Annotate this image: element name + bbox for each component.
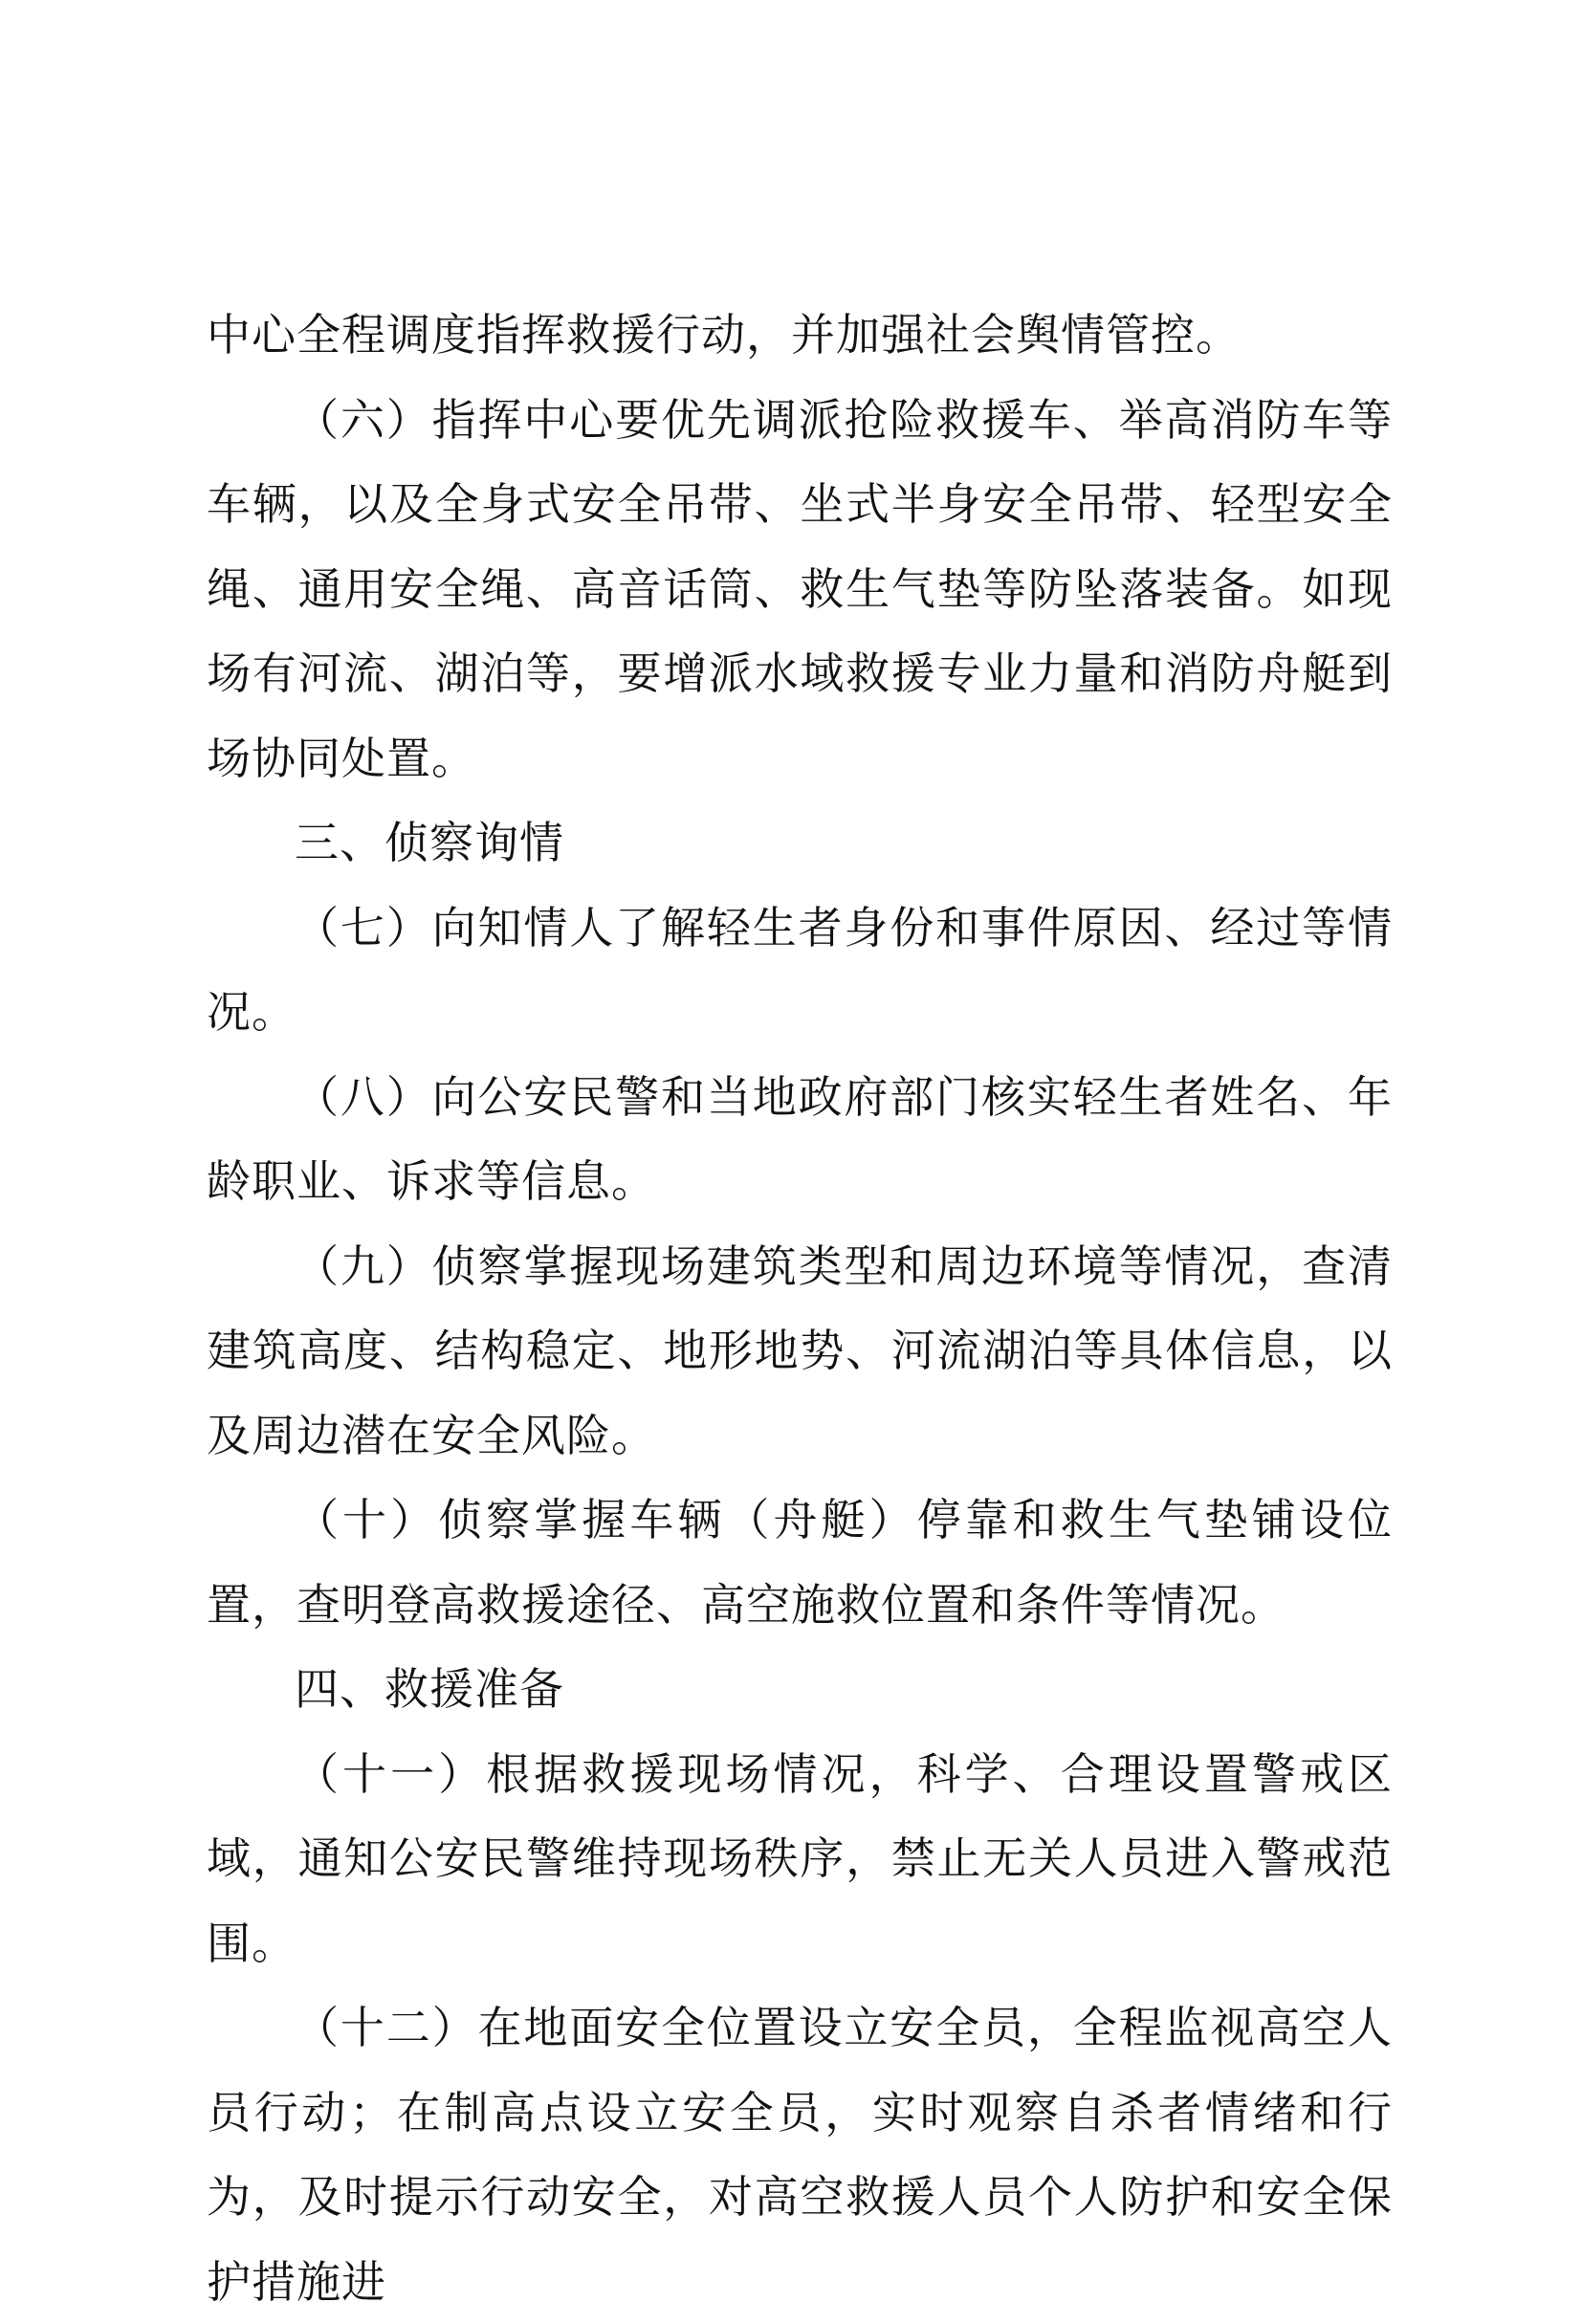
paragraph-item-7: （七）向知情人了解轻生者身份和事件原因、经过等情况。: [207, 901, 1393, 1038]
paragraph-item-8: （八）向公安民警和当地政府部门核实轻生者姓名、年龄职业、诉求等信息。: [207, 1070, 1393, 1207]
document-body: [207, 293, 1393, 2324]
paragraph-item-9: （九）侦察掌握现场建筑类型和周边环境等情况，查清建筑高度、结构稳定、地形地势、河流湖泊等具体信息，以及周边潜在安全风险。: [207, 1239, 1393, 1461]
paragraph-item-12: （十二）在地面安全位置设立安全员，全程监视高空人员行动；在制高点设立安全员，实时观察自杀者情绪和行为，及时提示行动安全，对高空救援人员个人防护和安全保护措施进: [207, 2002, 1393, 2308]
paragraph-item-6: （六）指挥中心要优先调派抢险救援车、举高消防车等车辆，以及全身式安全吊带、坐式半身安全吊带、轻型安全绳、通用安全绳、高音话筒、救生气垫等防坠落装备。如现场有河流、湖泊等，要增派水域救援专业力量和消防舟艇到场协同处置。: [207, 393, 1393, 784]
paragraph-continuation: 中心全程调度指挥救援行动，并加强社会舆情管控。: [207, 309, 1241, 361]
section-heading-4: 四、救援准备: [295, 1663, 564, 1715]
section-heading-3: 三、侦察询情: [295, 817, 564, 868]
paragraph-item-11: （十一）根据救援现场情况，科学、合理设置警戒区域，通知公安民警维持现场秩序，禁止无关人员进入警戒范围。: [207, 1747, 1393, 1969]
paragraph-item-10: （十）侦察掌握车辆（舟艇）停靠和救生气垫铺设位置，查明登高救援途径、高空施救位置和条件等情况。: [207, 1494, 1393, 1631]
